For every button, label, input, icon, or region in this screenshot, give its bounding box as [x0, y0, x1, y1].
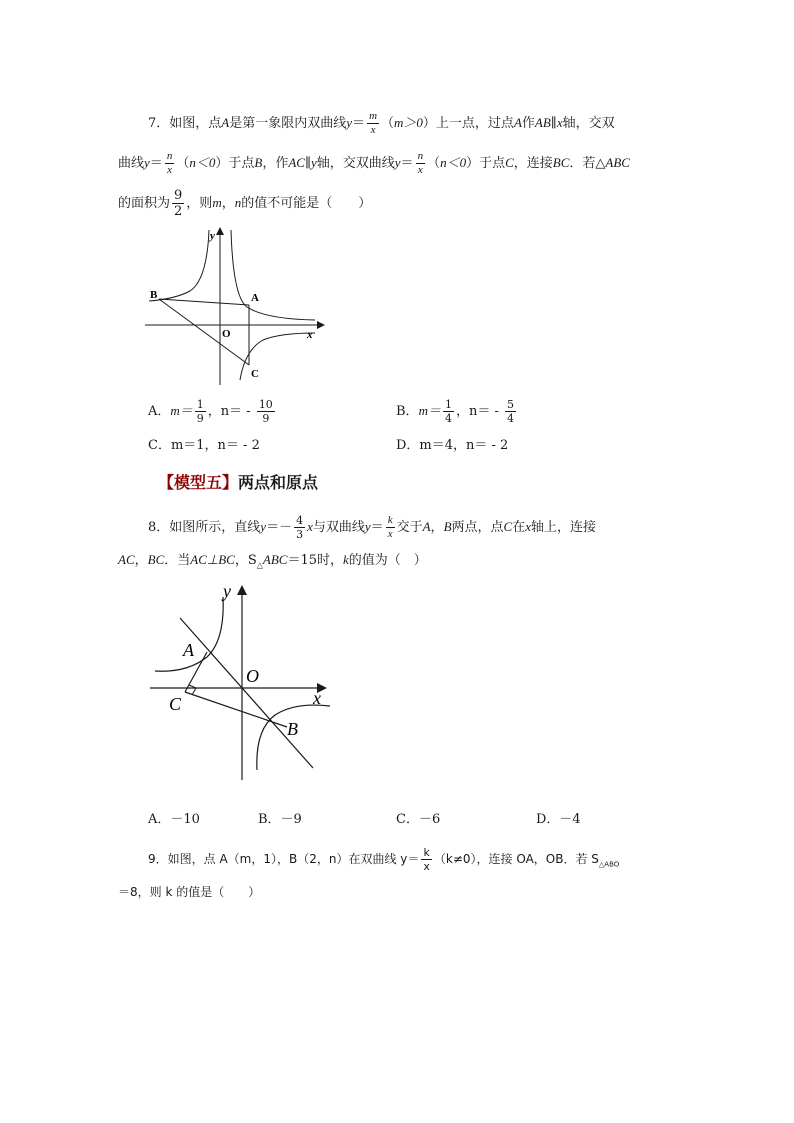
question-number: 7．: [148, 116, 170, 131]
label-y: y: [210, 230, 215, 242]
fraction-n-over-x-2: $\frac{n}{x}$: [417, 150, 424, 176]
q8-line-2: AC，BC．当AC⊥BC，$S_\triangle ABC=15$时，k的值为（ ）: [118, 552, 427, 570]
q7-option-a[interactable]: A．m＝ $\frac{1}{9}$ ，n＝ - $\frac{10}{9}$: [148, 398, 273, 425]
label-x: x: [307, 329, 313, 341]
hyperbola-q1: [231, 230, 315, 320]
label-O: O: [246, 666, 259, 686]
label-x: x: [313, 688, 321, 708]
q8-figure: [145, 580, 335, 785]
q7-option-c[interactable]: C．m＝1，n＝ - 2: [148, 438, 260, 453]
hyperbola-q2: [155, 597, 223, 671]
q7-line-1: 7．如图，点A是第一象限内双曲线y＝ $\frac{m}{x}$ （m＞0）上一点，过点A作AB∥x轴，交双: [148, 110, 615, 136]
q8-option-d[interactable]: D．－4: [536, 812, 581, 827]
fraction-n-over-x: $\frac{n}{x}$: [166, 150, 173, 176]
label-O: O: [222, 328, 231, 340]
fraction-nine-halves: $\frac{9}{2}$: [174, 188, 183, 219]
q7-line-2: 曲线y＝ $\frac{n}{x}$ （n＜0）于点B，作AC∥y轴，交双曲线y＝ $\frac{n}{x}$ （n＜0）于点C，连接BC．若△ABC: [118, 150, 630, 176]
label-A: A: [183, 640, 194, 660]
q7-option-d[interactable]: D．m＝4，n＝ - 2: [396, 438, 509, 453]
fraction-m-over-x: $\frac{m}{x}$: [369, 110, 378, 136]
q8-option-b[interactable]: B．－9: [258, 812, 302, 827]
q8-line-1: 8．如图所示，直线y＝－ $\frac{4}{3}$ x与双曲线y＝ $\frac{k}{x}$ 交于A，B两点，点C在x轴上，连接: [148, 514, 597, 541]
label-A: A: [251, 292, 259, 304]
label-B: B: [150, 289, 158, 301]
section-heading: 【模型五】两点和原点: [158, 473, 319, 492]
q8-option-a[interactable]: A．－10: [148, 812, 200, 827]
label-C: C: [169, 694, 182, 714]
q7-figure: [145, 225, 325, 385]
q7-option-b[interactable]: B．m＝ $\frac{1}{4}$ ，n＝ - $\frac{5}{4}$: [396, 398, 514, 425]
q9-line-2: ＝8，则 k 的值是（ ）: [118, 885, 261, 899]
question-number: 8．: [148, 520, 170, 535]
hyperbola-q2: [149, 230, 209, 301]
q9-line-1: 9．如图，点 A（m，1），B（2，n）在双曲线 y＝ $\frac{k}{x}$ （k≠0），连接 OA，OB．若 $S_{\triangle ABO}$: [148, 846, 620, 873]
label-y: y: [223, 581, 231, 601]
q8-option-c[interactable]: C．－6: [396, 812, 441, 827]
label-C: C: [251, 368, 259, 380]
q7-line-3: 的面积为 $\frac{9}{2}$ ，则m，n的值不可能是（ ）: [118, 188, 372, 219]
label-B: B: [287, 719, 298, 739]
